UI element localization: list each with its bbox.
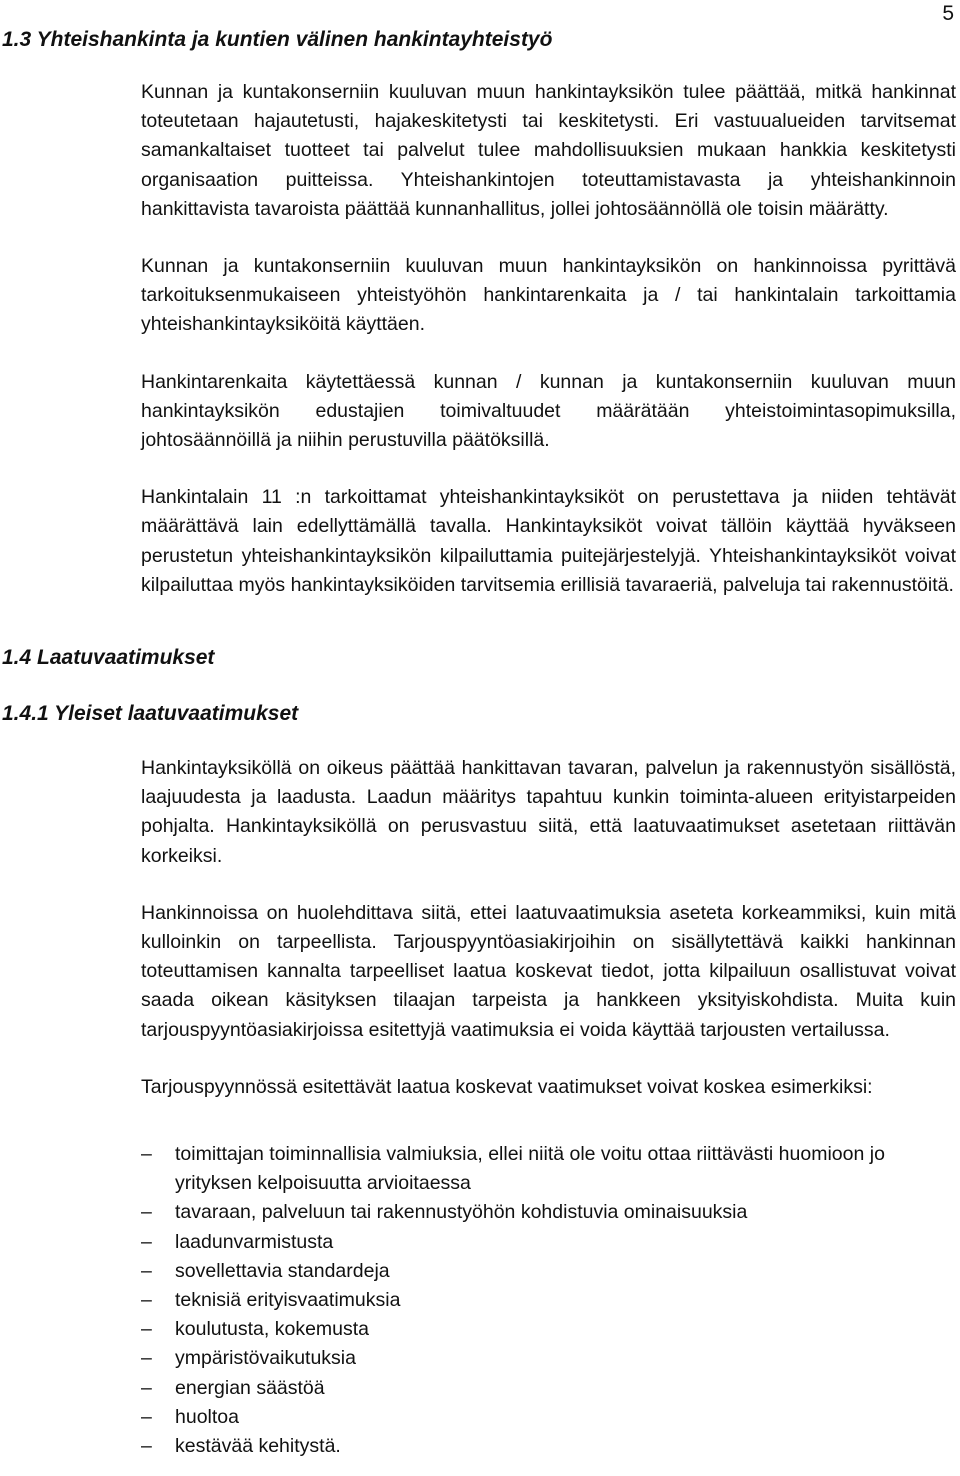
list-dash: – — [141, 1376, 152, 1399]
paragraph: Hankintayksiköllä on oikeus päättää hankittavan tavaran, palvelun ja rakennustyön sisällöstä, laajuudesta ja laadusta. Laadun määritys tapahtuu kunkin toiminta-alueen erityistarpeiden pohjalta. Hankintayksiköllä on perusvastuu siitä, että laatuvaatimukset asetetaan riittävän korkeiksi. — [141, 757, 956, 867]
list-dash: – — [141, 1405, 152, 1428]
list-item-text: kestävää kehitystä. — [175, 1435, 341, 1458]
list-item — [141, 1198, 956, 1227]
paragraph: Hankinnoissa on huolehdittava siitä, ettei laatuvaatimuksia aseteta korkeammiksi, kuin mitä kulloinkin on tarpeellista. Tarjouspyyntöasiakirjoihin on sisällytettävä kaikki hankinnan toteuttamisen kannalta tarpeelliset laatua koskevat tiedot, jotta kilpailuun osallistuvat voivat saada oikean käsityksen tilaajan tarpeista ja hankkeen yksityiskohdista. Muita kuin tarjouspyyntöasiakirjoissa esitettyjä vaatimuksia ei voida käyttää tarjousten vertailussa. — [141, 901, 956, 1041]
list-item — [141, 1315, 956, 1344]
section-heading-1-4-1: 1.4.1 Yleiset laatuvaatimukset — [2, 702, 299, 725]
list-dash: – — [141, 1318, 152, 1341]
paragraph: Kunnan ja kuntakonserniin kuuluvan muun hankintayksikön tulee päättää, mitkä hankinnat toteutetaan hajautetusti, hajakeskitetysti tai keskitetysti. Eri vastuualueiden tarvitsemat samankaltaiset tuotteet tai palvelut tulee mahdollisuuksien mukaan hankkia keskitetysti organisaation puitteissa. Yhteishankintojen toteuttamistavasta ja yhteishankinnoin hankittavista tavaroista päättää kunnanhallitus, jollei johtosäännöllä ole toisin määrätty. — [141, 81, 956, 220]
section-heading-1-3: 1.3 Yhteishankinta ja kuntien välinen hankintayhteistyö — [2, 28, 553, 51]
list-item — [141, 1374, 956, 1403]
list-dash: – — [141, 1230, 152, 1253]
list-item — [141, 1286, 956, 1315]
list-item-text: teknisiä erityisvaatimuksia — [175, 1289, 401, 1312]
list-dash: – — [141, 1289, 152, 1312]
list-item-text: laadunvarmistusta — [175, 1230, 334, 1253]
paragraph: Kunnan ja kuntakonserniin kuuluvan muun hankintayksikön on hankinnoissa pyrittävä tarkoituksenmukaiseen yhteistyöhön hankintarenkaita ja / tai hankintalain tarkoittamia yhteishankintayksiköitä käyttäen. — [141, 255, 956, 336]
list-item-text: tavaraan, palveluun tai rakennustyöhön kohdistuvia ominaisuuksia — [175, 1201, 748, 1224]
list-dash: – — [141, 1347, 152, 1370]
section-1-3-body — [141, 78, 956, 600]
list-item — [141, 1140, 956, 1198]
list-item — [141, 1432, 956, 1461]
paragraph: Tarjouspyynnössä esitettävät laatua koskevat vaatimukset voivat koskea esimerkiksi: — [141, 1075, 873, 1098]
list-item-text: sovellettavia standardeja — [175, 1259, 390, 1282]
list-item-text: ympäristövaikutuksia — [175, 1347, 356, 1370]
list-dash: – — [141, 1435, 152, 1458]
requirements-list — [141, 1140, 956, 1461]
list-dash: – — [141, 1143, 152, 1166]
list-item-text: toimittajan toiminnallisia valmiuksia, ellei niitä ole voitu ottaa riittävästi huomioon jo yrityksen kelpoisuutta arvioitaessa — [175, 1143, 885, 1195]
list-item — [141, 1228, 956, 1257]
list-item — [141, 1403, 956, 1432]
list-item-text: koulutusta, kokemusta — [175, 1318, 370, 1341]
paragraph: Hankintalain 11 :n tarkoittamat yhteishankintayksiköt on perustettava ja niiden tehtävät määrättävä lain edellyttämällä tavalla. Hankintayksiköt voivat tällöin käyttää hyväkseen perustetun yhteishankintayksikön kilpailuttamia puitejärjestelyjä. Yhteishankintayksiköt voivat kilpailuttaa myös hankintayksiköiden tarvitsemia erillisiä tavaraeriä, palveluja tai rakennustöitä. — [141, 486, 956, 596]
paragraph: Hankintarenkaita käytettäessä kunnan / kunnan ja kuntakonserniin kuuluvan muun hankintayksikön edustajien toimivaltuudet määrätään yhteistoimintasopimuksilla, johtosäännöillä ja niihin perustuvilla päätöksillä. — [141, 370, 956, 452]
list-item — [141, 1257, 956, 1286]
list-dash: – — [141, 1201, 152, 1224]
section-heading-1-4: 1.4 Laatuvaatimukset — [2, 646, 215, 669]
list-item-text: huoltoa — [175, 1405, 239, 1428]
page-number: 5 — [942, 2, 954, 25]
section-1-4-1-body — [141, 754, 956, 1461]
list-dash: – — [141, 1259, 152, 1282]
list-item — [141, 1344, 956, 1373]
list-item-text: energian säästöä — [175, 1376, 325, 1399]
